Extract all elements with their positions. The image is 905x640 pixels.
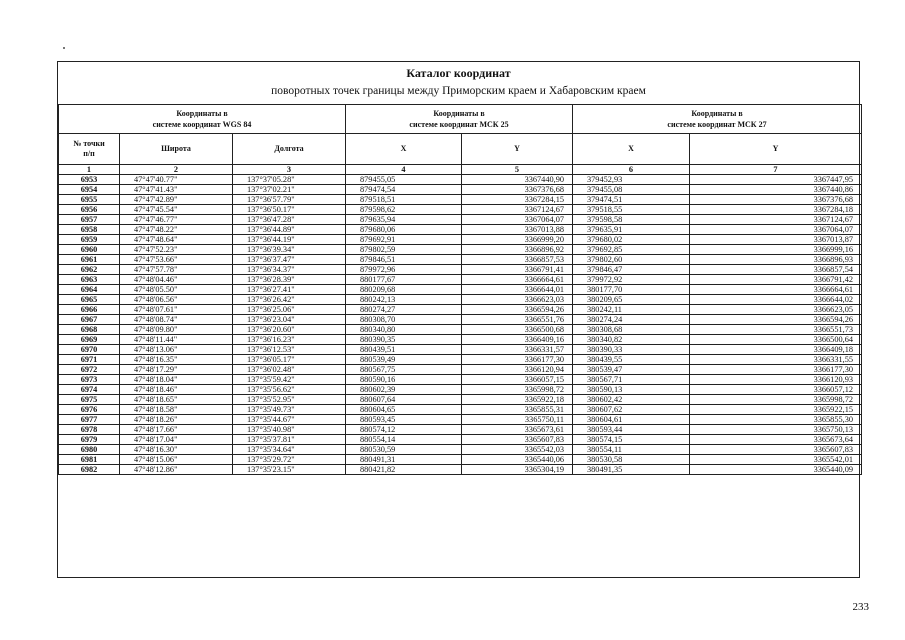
cell-x-msk25: 879598,62	[346, 205, 462, 215]
cell-point-number: 6963	[59, 275, 120, 285]
table-row	[59, 265, 862, 275]
cell-point-number: 6957	[59, 215, 120, 225]
table-row	[59, 395, 862, 405]
cell-y-msk27: 3366551,73	[690, 325, 862, 335]
cell-point-number: 6962	[59, 265, 120, 275]
cell-latitude: 47°48'08.74"	[120, 315, 233, 325]
cell-y-msk25: 3367376,68	[462, 185, 573, 195]
cell-y-msk27: 3367447,95	[690, 175, 862, 185]
cell-x-msk25: 879846,51	[346, 255, 462, 265]
cell-longitude: 137°36'50.17"	[233, 205, 346, 215]
cell-point-number: 6956	[59, 205, 120, 215]
cell-point-number: 6969	[59, 335, 120, 345]
table-row	[59, 455, 862, 465]
system-header-wgs84	[59, 105, 346, 134]
cell-x-msk27: 379598,58	[573, 215, 690, 225]
cell-x-msk25: 880567,75	[346, 365, 462, 375]
cell-longitude: 137°36'37.47"	[233, 255, 346, 265]
cell-latitude: 47°47'48.22"	[120, 225, 233, 235]
cell-y-msk25: 3365304,19	[462, 465, 573, 475]
cell-y-msk25: 3366331,57	[462, 345, 573, 355]
cell-y-msk27: 3366791,42	[690, 275, 862, 285]
cell-point-number: 6976	[59, 405, 120, 415]
cell-point-number: 6972	[59, 365, 120, 375]
cell-latitude: 47°48'17.04"	[120, 435, 233, 445]
cell-longitude: 137°36'05.17"	[233, 355, 346, 365]
system-wgs-line2: системе координат WGS 84	[152, 120, 252, 129]
cell-y-msk25: 3367064,07	[462, 215, 573, 225]
cell-y-msk27: 3366409,18	[690, 345, 862, 355]
cell-x-msk27: 380390,33	[573, 345, 690, 355]
cell-latitude: 47°48'18.65"	[120, 395, 233, 405]
cell-y-msk27: 3366331,55	[690, 355, 862, 365]
cell-y-msk25: 3366896,92	[462, 245, 573, 255]
cell-latitude: 47°47'57.78"	[120, 265, 233, 275]
cell-latitude: 47°47'48.64"	[120, 235, 233, 245]
cell-y-msk25: 3365998,72	[462, 385, 573, 395]
cell-latitude: 47°48'11.44"	[120, 335, 233, 345]
cell-longitude: 137°36'34.37"	[233, 265, 346, 275]
cell-x-msk25: 880274,27	[346, 305, 462, 315]
column-number: 3	[233, 165, 346, 175]
table-row	[59, 345, 862, 355]
column-number: 2	[120, 165, 233, 175]
cell-point-number: 6970	[59, 345, 120, 355]
cell-x-msk25: 880242,13	[346, 295, 462, 305]
table-row	[59, 305, 862, 315]
cell-y-msk25: 3366409,16	[462, 335, 573, 345]
col-header-x-msk25: X	[346, 134, 462, 165]
cell-y-msk27: 3365855,30	[690, 415, 862, 425]
table-row	[59, 325, 862, 335]
cell-latitude: 47°48'12.86"	[120, 465, 233, 475]
col-header-latitude: Широта	[120, 134, 233, 165]
table-row	[59, 385, 862, 395]
system-msk27-line1: Координаты в	[691, 109, 743, 118]
cell-x-msk27: 380491,35	[573, 465, 690, 475]
table-row	[59, 355, 862, 365]
cell-point-number: 6968	[59, 325, 120, 335]
cell-x-msk27: 380604,61	[573, 415, 690, 425]
cell-x-msk27: 380574,15	[573, 435, 690, 445]
cell-y-msk25: 3365855,31	[462, 405, 573, 415]
cell-x-msk25: 880574,12	[346, 425, 462, 435]
cell-y-msk27: 3366896,93	[690, 255, 862, 265]
cell-y-msk25: 3366664,61	[462, 275, 573, 285]
table-row	[59, 295, 862, 305]
cell-longitude: 137°37'05.28"	[233, 175, 346, 185]
cell-y-msk27: 3365607,83	[690, 445, 862, 455]
cell-y-msk27: 3365750,13	[690, 425, 862, 435]
cell-y-msk25: 3366594,26	[462, 305, 573, 315]
cell-longitude: 137°35'56.62"	[233, 385, 346, 395]
cell-longitude: 137°36'27.41"	[233, 285, 346, 295]
cell-x-msk27: 380308,68	[573, 325, 690, 335]
cell-longitude: 137°35'37.81"	[233, 435, 346, 445]
cell-longitude: 137°35'23.15"	[233, 465, 346, 475]
cell-latitude: 47°48'18.58"	[120, 405, 233, 415]
system-msk27-line2: системе координат МСК 27	[667, 120, 767, 129]
cell-longitude: 137°36'23.04"	[233, 315, 346, 325]
cell-x-msk27: 379692,85	[573, 245, 690, 255]
cell-y-msk27: 3365922,15	[690, 405, 862, 415]
cell-y-msk25: 3366500,68	[462, 325, 573, 335]
table-row	[59, 175, 862, 185]
cell-latitude: 47°48'13.06"	[120, 345, 233, 355]
cell-y-msk25: 3366177,30	[462, 355, 573, 365]
cell-y-msk27: 3366500,64	[690, 335, 862, 345]
cell-x-msk25: 880491,31	[346, 455, 462, 465]
cell-latitude: 47°48'09.80"	[120, 325, 233, 335]
catalog-subtitle: поворотных точек границы между Приморским краем и Хабаровским краем	[271, 85, 646, 97]
table-row	[59, 185, 862, 195]
cell-y-msk25: 3367440,90	[462, 175, 573, 185]
cell-x-msk27: 379802,60	[573, 255, 690, 265]
cell-x-msk25: 879972,96	[346, 265, 462, 275]
cell-longitude: 137°36'20.60"	[233, 325, 346, 335]
cell-latitude: 47°48'06.56"	[120, 295, 233, 305]
cell-y-msk25: 3366644,01	[462, 285, 573, 295]
cell-x-msk27: 380539,47	[573, 365, 690, 375]
cell-x-msk25: 880593,45	[346, 415, 462, 425]
cell-y-msk25: 3365922,18	[462, 395, 573, 405]
system-wgs-line1: Координаты в	[176, 109, 228, 118]
cell-x-msk27: 379635,91	[573, 225, 690, 235]
cell-y-msk25: 3367013,88	[462, 225, 573, 235]
cell-longitude: 137°36'39.34"	[233, 245, 346, 255]
cell-y-msk27: 3365673,64	[690, 435, 862, 445]
cell-x-msk25: 880439,51	[346, 345, 462, 355]
cell-point-number: 6977	[59, 415, 120, 425]
cell-point-number: 6980	[59, 445, 120, 455]
cell-y-msk25: 3366120,94	[462, 365, 573, 375]
cell-latitude: 47°48'04.46"	[120, 275, 233, 285]
cell-point-number: 6978	[59, 425, 120, 435]
table-row	[59, 275, 862, 285]
cell-latitude: 47°48'07.61"	[120, 305, 233, 315]
cell-x-msk25: 880421,82	[346, 465, 462, 475]
cell-x-msk27: 380439,55	[573, 355, 690, 365]
cell-y-msk27: 3365440,09	[690, 465, 862, 475]
table-row	[59, 405, 862, 415]
cell-point-number: 6955	[59, 195, 120, 205]
table-row	[59, 435, 862, 445]
cell-y-msk27: 3367376,68	[690, 195, 862, 205]
cell-y-msk27: 3365542,01	[690, 455, 862, 465]
cell-y-msk27: 3367124,67	[690, 215, 862, 225]
system-msk25-line1: Координаты в	[433, 109, 485, 118]
system-msk25-line2: системе координат МСК 25	[409, 120, 509, 129]
cell-x-msk25: 879518,51	[346, 195, 462, 205]
cell-latitude: 47°48'17.66"	[120, 425, 233, 435]
table-row	[59, 225, 862, 235]
cell-x-msk27: 380242,11	[573, 305, 690, 315]
cell-point-number: 6964	[59, 285, 120, 295]
col-header-x-msk27: X	[573, 134, 690, 165]
cell-point-number: 6958	[59, 225, 120, 235]
cell-x-msk25: 880209,68	[346, 285, 462, 295]
cell-longitude: 137°35'52.95"	[233, 395, 346, 405]
table-row	[59, 335, 862, 345]
cell-y-msk27: 3367013,87	[690, 235, 862, 245]
cell-y-msk27: 3366594,26	[690, 315, 862, 325]
table-row	[59, 195, 862, 205]
cell-point-number: 6965	[59, 295, 120, 305]
cell-point-number: 6979	[59, 435, 120, 445]
cell-latitude: 47°48'17.29"	[120, 365, 233, 375]
cell-x-msk25: 880530,59	[346, 445, 462, 455]
cell-point-number: 6975	[59, 395, 120, 405]
cell-x-msk25: 879635,94	[346, 215, 462, 225]
table-row	[59, 245, 862, 255]
cell-y-msk25: 3365440,06	[462, 455, 573, 465]
cell-longitude: 137°36'44.89"	[233, 225, 346, 235]
cell-point-number: 6954	[59, 185, 120, 195]
cell-y-msk25: 3365673,61	[462, 425, 573, 435]
table-row	[59, 315, 862, 325]
cell-x-msk27: 380274,24	[573, 315, 690, 325]
cell-x-msk27: 380602,42	[573, 395, 690, 405]
col-point-line2: п/п	[83, 149, 95, 158]
cell-point-number: 6960	[59, 245, 120, 255]
table-row	[59, 285, 862, 295]
cell-longitude: 137°35'44.67"	[233, 415, 346, 425]
cell-point-number: 6971	[59, 355, 120, 365]
cell-point-number: 6967	[59, 315, 120, 325]
cell-x-msk25: 879692,91	[346, 235, 462, 245]
cell-x-msk27: 379474,51	[573, 195, 690, 205]
cell-longitude: 137°36'47.28"	[233, 215, 346, 225]
cell-latitude: 47°48'18.46"	[120, 385, 233, 395]
table-row	[59, 205, 862, 215]
cell-x-msk27: 379518,55	[573, 205, 690, 215]
system-header-msk25	[346, 105, 573, 134]
table-row	[59, 375, 862, 385]
cell-x-msk27: 380607,62	[573, 405, 690, 415]
table-row	[59, 465, 862, 475]
cell-latitude: 47°47'41.43"	[120, 185, 233, 195]
column-number: 1	[59, 165, 120, 175]
cell-point-number: 6961	[59, 255, 120, 265]
column-number-row	[59, 165, 862, 175]
cell-x-msk27: 379972,92	[573, 275, 690, 285]
cell-y-msk25: 3367124,67	[462, 205, 573, 215]
cell-longitude: 137°36'28.39"	[233, 275, 346, 285]
table-row	[59, 235, 862, 245]
cell-y-msk27: 3366177,30	[690, 365, 862, 375]
cell-longitude: 137°36'57.79"	[233, 195, 346, 205]
cell-x-msk27: 379455,08	[573, 185, 690, 195]
cell-x-msk25: 880177,67	[346, 275, 462, 285]
cell-y-msk27: 3366664,61	[690, 285, 862, 295]
column-number: 5	[462, 165, 573, 175]
cell-x-msk25: 880590,16	[346, 375, 462, 385]
cell-point-number: 6974	[59, 385, 120, 395]
cell-x-msk25: 880602,39	[346, 385, 462, 395]
cell-latitude: 47°47'46.77"	[120, 215, 233, 225]
cell-x-msk25: 880539,49	[346, 355, 462, 365]
cell-latitude: 47°47'53.66"	[120, 255, 233, 265]
cell-y-msk25: 3366999,20	[462, 235, 573, 245]
col-header-point-number	[59, 134, 120, 165]
cell-y-msk25: 3366791,41	[462, 265, 573, 275]
cell-latitude: 47°48'18.04"	[120, 375, 233, 385]
cell-x-msk25: 879455,05	[346, 175, 462, 185]
cell-y-msk27: 3367064,07	[690, 225, 862, 235]
cell-longitude: 137°35'29.72"	[233, 455, 346, 465]
cell-longitude: 137°36'44.19"	[233, 235, 346, 245]
cell-x-msk25: 879802,59	[346, 245, 462, 255]
cell-y-msk25: 3366857,53	[462, 255, 573, 265]
cell-x-msk27: 380530,58	[573, 455, 690, 465]
cell-latitude: 47°48'15.06"	[120, 455, 233, 465]
table-row	[59, 365, 862, 375]
cell-y-msk27: 3366057,12	[690, 385, 862, 395]
cell-longitude: 137°35'40.98"	[233, 425, 346, 435]
table-row	[59, 425, 862, 435]
cell-longitude: 137°36'02.48"	[233, 365, 346, 375]
column-number: 6	[573, 165, 690, 175]
cell-latitude: 47°48'16.30"	[120, 445, 233, 455]
cell-longitude: 137°37'02.21"	[233, 185, 346, 195]
table-body	[59, 165, 862, 475]
cell-point-number: 6953	[59, 175, 120, 185]
cell-x-msk27: 380209,65	[573, 295, 690, 305]
cell-x-msk27: 380554,11	[573, 445, 690, 455]
cell-y-msk25: 3365542,03	[462, 445, 573, 455]
table-row	[59, 215, 862, 225]
cell-point-number: 6966	[59, 305, 120, 315]
cell-y-msk25: 3366623,03	[462, 295, 573, 305]
cell-point-number: 6973	[59, 375, 120, 385]
cell-latitude: 47°47'45.54"	[120, 205, 233, 215]
col-point-line1: № точки	[73, 139, 105, 148]
cell-x-msk25: 880308,70	[346, 315, 462, 325]
cell-latitude: 47°47'42.89"	[120, 195, 233, 205]
col-header-longitude: Долгота	[233, 134, 346, 165]
cell-x-msk25: 880554,14	[346, 435, 462, 445]
cell-y-msk27: 3366644,02	[690, 295, 862, 305]
column-number: 7	[690, 165, 862, 175]
cell-y-msk27: 3366857,54	[690, 265, 862, 275]
cell-y-msk27: 3365998,72	[690, 395, 862, 405]
cell-x-msk25: 879474,54	[346, 185, 462, 195]
cell-x-msk25: 880604,65	[346, 405, 462, 415]
cell-longitude: 137°36'16.23"	[233, 335, 346, 345]
cell-y-msk25: 3366057,15	[462, 375, 573, 385]
cell-x-msk27: 380590,13	[573, 385, 690, 395]
cell-longitude: 137°36'25.06"	[233, 305, 346, 315]
cell-longitude: 137°36'26.42"	[233, 295, 346, 305]
cell-x-msk25: 879680,06	[346, 225, 462, 235]
column-number: 4	[346, 165, 462, 175]
cell-latitude: 47°48'16.35"	[120, 355, 233, 365]
cell-x-msk27: 380177,70	[573, 285, 690, 295]
cell-x-msk27: 379680,02	[573, 235, 690, 245]
cell-x-msk27: 380593,44	[573, 425, 690, 435]
table-row	[59, 255, 862, 265]
cell-y-msk27: 3367440,86	[690, 185, 862, 195]
cell-latitude: 47°47'40.77"	[120, 175, 233, 185]
cell-y-msk25: 3365750,11	[462, 415, 573, 425]
cell-x-msk25: 880340,80	[346, 325, 462, 335]
cell-longitude: 137°35'59.42"	[233, 375, 346, 385]
cell-x-msk25: 880607,64	[346, 395, 462, 405]
cell-point-number: 6982	[59, 465, 120, 475]
cell-x-msk27: 379846,47	[573, 265, 690, 275]
scan-speck	[63, 47, 65, 49]
catalog-title: Каталог координат	[406, 66, 511, 80]
cell-y-msk27: 3366623,05	[690, 305, 862, 315]
cell-point-number: 6981	[59, 455, 120, 465]
cell-y-msk25: 3365607,83	[462, 435, 573, 445]
cell-y-msk27: 3366120,93	[690, 375, 862, 385]
col-header-y-msk27: Y	[690, 134, 862, 165]
cell-point-number: 6959	[59, 235, 120, 245]
coordinate-catalog-frame	[57, 61, 860, 578]
cell-y-msk27: 3366999,16	[690, 245, 862, 255]
coordinates-table	[58, 104, 862, 475]
system-header-msk27	[573, 105, 862, 134]
table-row	[59, 415, 862, 425]
cell-y-msk27: 3367284,18	[690, 205, 862, 215]
cell-latitude: 47°48'18.26"	[120, 415, 233, 425]
cell-x-msk25: 880390,35	[346, 335, 462, 345]
cell-y-msk25: 3367284,15	[462, 195, 573, 205]
cell-longitude: 137°35'34.64"	[233, 445, 346, 455]
cell-x-msk27: 380340,82	[573, 335, 690, 345]
col-header-y-msk25: Y	[462, 134, 573, 165]
cell-longitude: 137°35'49.73"	[233, 405, 346, 415]
catalog-title-block	[58, 62, 859, 105]
cell-x-msk27: 380567,71	[573, 375, 690, 385]
cell-latitude: 47°48'05.50"	[120, 285, 233, 295]
page-number: 233	[852, 601, 869, 613]
cell-x-msk27: 379452,93	[573, 175, 690, 185]
cell-longitude: 137°36'12.53"	[233, 345, 346, 355]
table-row	[59, 445, 862, 455]
cell-latitude: 47°47'52.23"	[120, 245, 233, 255]
cell-y-msk25: 3366551,76	[462, 315, 573, 325]
